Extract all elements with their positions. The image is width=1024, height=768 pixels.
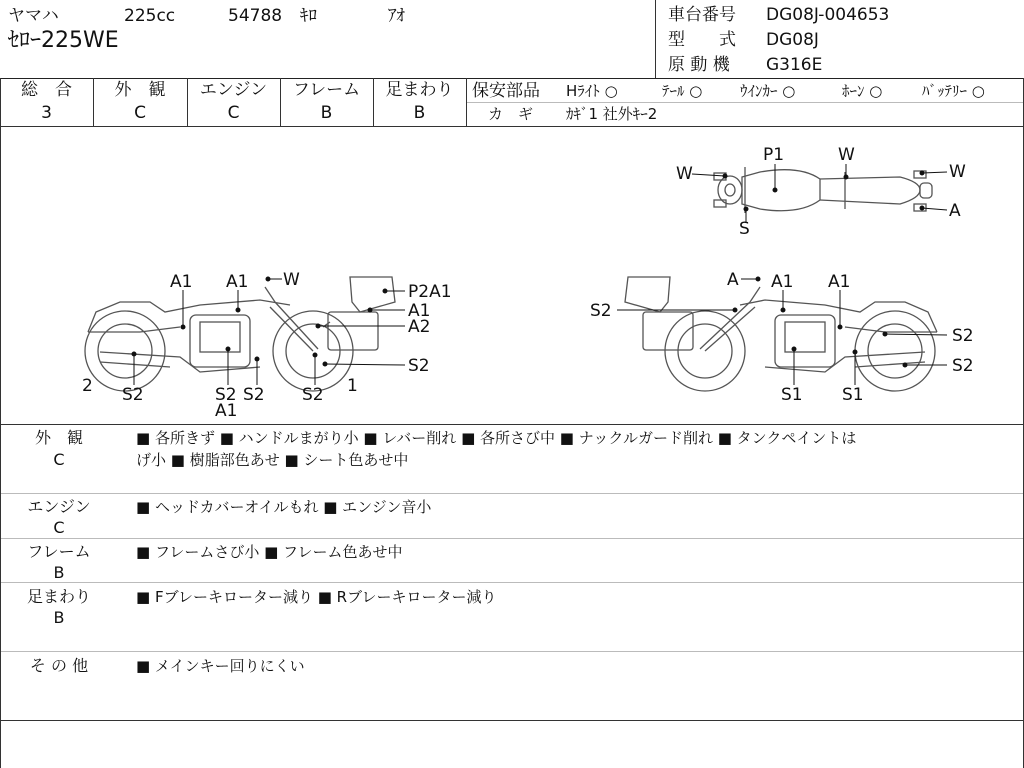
grade-suspension-value: B — [413, 103, 426, 123]
grade-exterior-label: 外 観 — [114, 80, 166, 100]
remark-engine-label: エンジン — [27, 497, 91, 516]
diagram-label: S — [739, 219, 750, 239]
diagram-label: S2 — [952, 326, 974, 346]
remark-rule — [1, 493, 1023, 494]
diagram-label: A1 — [170, 272, 193, 292]
remark-rule — [1, 538, 1023, 539]
grade-frame-label: フレーム — [292, 80, 361, 100]
safety-item-battery: ﾊﾞｯﾃﾘｰ ○ — [922, 82, 985, 100]
remark-frame-grade: B — [53, 563, 65, 582]
bike-top-view — [714, 167, 932, 213]
remark-other-label: そ の 他 — [29, 656, 89, 675]
chassis-value: DG08J-004653 — [766, 5, 890, 25]
diagram-label: S1 — [842, 385, 864, 405]
diagram-label: W — [838, 145, 855, 165]
safety-label: 保安部品 — [472, 81, 540, 101]
grade-engine-label: エンジン — [199, 80, 268, 100]
bike-diagram — [0, 127, 1024, 423]
diagram-label: 1 — [347, 376, 358, 396]
engine-label: 原 動 機 — [668, 55, 730, 75]
safety-item-horn: ﾎｰﾝ ○ — [842, 82, 883, 100]
diagram-label: A — [949, 201, 961, 221]
remark-exterior-label: 外 観 — [34, 428, 83, 447]
diagram-label: W — [283, 270, 300, 290]
keys-label: カ ギ — [488, 105, 534, 123]
chassis-label: 車台番号 — [668, 5, 736, 25]
diagram-label: A1 — [828, 272, 851, 292]
grade-total-value: 3 — [41, 103, 52, 123]
diagram-label: A — [727, 270, 739, 290]
diagram-label: 2 — [82, 376, 93, 396]
remark-frame-label: フレーム — [27, 542, 91, 561]
remark-exterior-grade: C — [53, 450, 65, 469]
keys-value: ｶｷﾞ1 社外ｷｰ2 — [566, 105, 658, 123]
safety-item-winker: ｳｲﾝｶｰ ○ — [740, 82, 796, 100]
grade-total-label: 総 合 — [21, 80, 72, 100]
remark-engine-grade: C — [53, 518, 65, 537]
maker-name: ヤマハ — [8, 6, 59, 26]
diagram-label: A1 — [408, 301, 431, 321]
type-value: DG08J — [766, 30, 819, 50]
diagram-label: W — [949, 162, 966, 182]
safety-item-headlight: Hﾗｲﾄ ○ — [566, 82, 618, 100]
diagram-label: W — [676, 164, 693, 184]
remark-engine-line: ■ ヘッドカバーオイルもれ ■ エンジン音小 — [136, 498, 432, 516]
header-divider — [655, 0, 656, 78]
type-label: 型 式 — [668, 30, 736, 50]
remark-rule — [1, 651, 1023, 652]
diagram-label: S2 — [243, 385, 265, 405]
safety-rule — [467, 102, 1023, 103]
color: ｱｵ — [388, 6, 405, 26]
diagram-label: P2A1 — [408, 282, 452, 302]
remark-exterior-line: げ小 ■ 樹脂部色あせ ■ シート色あせ中 — [136, 451, 409, 469]
diagram-label: S2 — [215, 385, 237, 405]
remark-suspension-line: ■ Fブレーキローター減り ■ Rブレーキローター減り — [136, 588, 497, 606]
remark-suspension-label: 足まわり — [26, 587, 91, 606]
diagram-label: A1 — [215, 401, 238, 421]
mileage-unit: ｷﾛ — [300, 6, 317, 26]
engine-value: G316E — [766, 55, 823, 75]
safety-item-tail: ﾃｰﾙ ○ — [662, 82, 703, 100]
remark-frame-line: ■ フレームさび小 ■ フレーム色あせ中 — [136, 543, 403, 561]
remark-suspension-grade: B — [53, 608, 65, 627]
mileage: 54788 — [228, 6, 283, 26]
grade-suspension-label: 足まわり — [385, 80, 454, 100]
diagram-label: A1 — [226, 272, 249, 292]
remark-other-line: ■ メインキー回りにくい — [136, 657, 305, 675]
bottom-rule — [0, 720, 1024, 721]
diagram-label: A2 — [408, 317, 431, 337]
bike-left-view — [85, 277, 395, 391]
displacement: 225cc — [124, 6, 176, 26]
diagram-label: S2 — [952, 356, 974, 376]
grade-frame-value: B — [320, 103, 333, 123]
remark-exterior-line: ■ 各所きず ■ ハンドルまがり小 ■ レバー削れ ■ 各所さび中 ■ ナックルガード削れ ■ タンクペイントは — [136, 429, 857, 447]
grade-engine-value: C — [227, 103, 240, 123]
header-rule — [0, 78, 1024, 79]
diagram-label: S2 — [408, 356, 430, 376]
diagram-label: S2 — [122, 385, 144, 405]
diagram-rule — [0, 424, 1024, 425]
remark-rule — [1, 582, 1023, 583]
grade-exterior-value: C — [134, 103, 146, 123]
diagram-label: P1 — [763, 145, 785, 165]
diagram-label: S1 — [781, 385, 803, 405]
model-name: ｾﾛｰ225WE — [8, 28, 119, 53]
diagram-label: S2 — [590, 301, 612, 321]
diagram-label: S2 — [302, 385, 324, 405]
diagram-label: A1 — [771, 272, 794, 292]
